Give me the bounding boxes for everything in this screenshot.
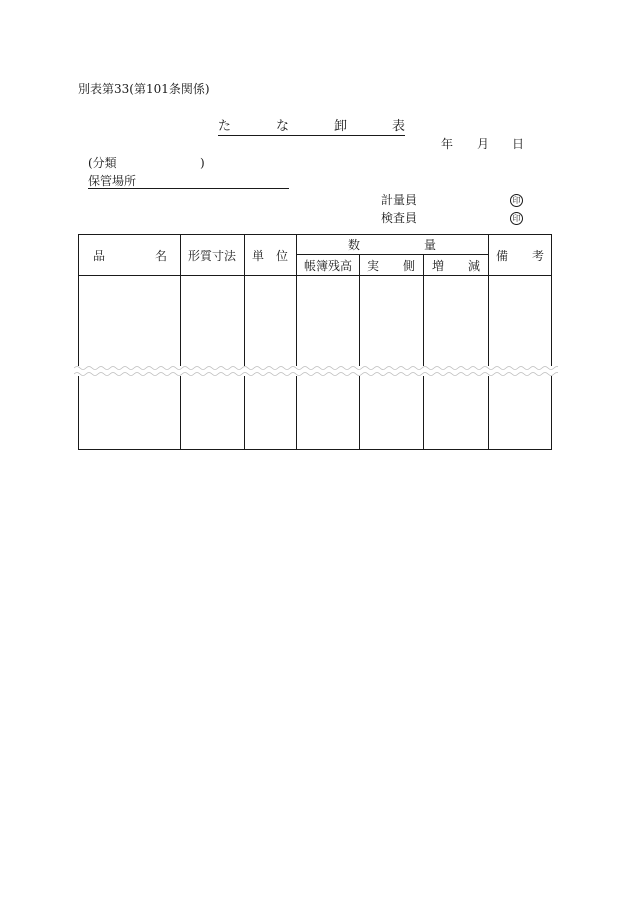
measurer-seal-icon: 印 — [510, 194, 523, 207]
col-line-5-bottom — [423, 376, 424, 450]
subheader-change-char-1: 増 — [432, 258, 445, 273]
col-line-6-top — [488, 234, 489, 366]
col-line-7-top — [551, 234, 552, 366]
col-line-2-bottom — [244, 376, 245, 450]
storage-location-label: 保管場所 — [88, 174, 137, 188]
date-year: 年 — [441, 137, 454, 151]
col-line-5-top — [423, 254, 424, 366]
subheader-actual-char-1: 実 — [367, 258, 380, 273]
table-break-wave — [74, 362, 558, 380]
header-remarks-char-2: 考 — [531, 248, 544, 263]
header-bottom-border — [78, 275, 552, 276]
header-item-name — [93, 245, 167, 265]
header-quantity — [348, 235, 436, 254]
header-unit-char-2: 位 — [275, 248, 288, 263]
header-quantity-char-2: 量 — [423, 238, 436, 252]
table-top-border — [78, 234, 552, 235]
header-unit-char-1: 単 — [252, 248, 265, 263]
col-line-1-bottom — [180, 376, 181, 450]
col-line-0-bottom — [78, 376, 79, 450]
col-line-1-top — [180, 234, 181, 366]
header-remarks-char-1: 備 — [496, 248, 509, 263]
measurer-label: 計量員 — [381, 193, 418, 207]
subheader-actual-char-2: 側 — [402, 258, 415, 273]
table-bottom-border — [78, 449, 552, 450]
date-month: 月 — [477, 137, 490, 151]
subheader-change — [432, 255, 480, 275]
header-quantity-char-1: 数 — [348, 238, 361, 252]
date-day: 日 — [512, 137, 525, 151]
reference-label: 別表第33(第101条関係) — [78, 82, 210, 96]
category-close: ) — [200, 156, 205, 170]
col-line-3-top — [296, 234, 297, 366]
col-line-4-bottom — [359, 376, 360, 450]
header-remarks — [496, 245, 544, 265]
subheader-actual — [367, 255, 415, 275]
header-item-name-char-2: 名 — [154, 248, 167, 263]
subheader-change-char-2: 減 — [467, 258, 480, 273]
header-unit — [252, 245, 288, 265]
title-char-3: 卸 — [333, 119, 347, 134]
title-char-4: 表 — [391, 119, 405, 134]
title-char-2: な — [275, 119, 289, 134]
col-line-7-bottom — [551, 376, 552, 450]
inspector-label: 検査員 — [381, 211, 418, 225]
header-form-size: 形質寸法 — [188, 248, 237, 263]
title-char-1: た — [218, 119, 232, 134]
col-line-3-bottom — [296, 376, 297, 450]
header-item-name-char-1: 品 — [93, 248, 106, 263]
col-line-0-top — [78, 234, 79, 366]
col-line-4-top — [359, 254, 360, 366]
category-open: (分類 — [88, 156, 117, 170]
inspector-seal-icon: 印 — [510, 212, 523, 225]
subheader-book-balance: 帳簿残高 — [304, 258, 353, 273]
col-line-2-top — [244, 234, 245, 366]
col-line-6-bottom — [488, 376, 489, 450]
